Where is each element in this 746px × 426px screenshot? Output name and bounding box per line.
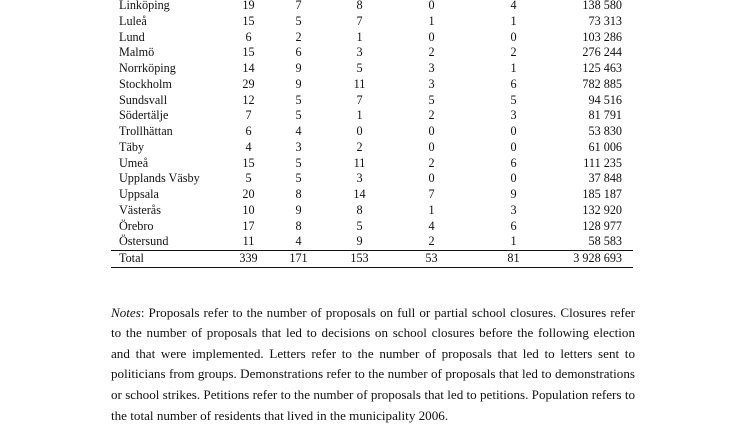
table-row	[111, 93, 633, 109]
value-cell: 29	[242, 76, 255, 91]
value-cell: 12	[242, 92, 255, 107]
value-cell: 6	[295, 45, 302, 60]
value-cell: 9	[356, 234, 363, 249]
value-cell: 9	[510, 187, 517, 201]
value-cell: 6	[510, 155, 517, 170]
population-cell: 125 463	[582, 61, 622, 75]
table-notes	[111, 303, 635, 426]
population-cell: 37 848	[588, 171, 622, 186]
population-cell: 81 791	[588, 108, 622, 123]
value-cell: 5	[245, 171, 252, 186]
population-cell: 185 187	[582, 187, 622, 201]
municipality-name: Uppsala	[119, 187, 159, 201]
municipality-name: Umeå	[119, 155, 149, 170]
value-cell: 11	[353, 155, 366, 170]
value-cell: 5	[356, 218, 363, 233]
population-cell: 128 977	[582, 218, 622, 233]
value-cell: 7	[428, 187, 435, 201]
municipality-name: Linköping	[119, 0, 170, 12]
municipality-table	[111, 0, 633, 268]
value-cell: 6	[245, 124, 252, 138]
table-row	[111, 171, 633, 187]
table-body	[111, 0, 633, 267]
value-cell: 0	[428, 0, 435, 12]
value-cell: 0	[428, 124, 435, 138]
value-cell: 2	[510, 45, 517, 60]
value-cell: 19	[242, 0, 255, 12]
population-cell: 138 580	[582, 0, 622, 12]
value-cell: 2	[428, 155, 435, 170]
municipality-name: Östersund	[119, 234, 169, 249]
population-cell: 103 286	[582, 29, 622, 44]
municipality-name: Norrköping	[119, 61, 176, 75]
value-cell: 0	[510, 124, 517, 138]
value-cell: 17	[242, 218, 255, 233]
value-cell: 0	[510, 139, 517, 154]
value-cell: 3	[428, 76, 435, 91]
value-cell: 2	[428, 108, 435, 123]
population-cell: 132 920	[582, 202, 622, 217]
table-row	[111, 140, 633, 156]
value-cell: 3	[428, 61, 435, 75]
value-cell: 9	[295, 202, 302, 217]
table-row	[111, 30, 633, 46]
municipality-name: Upplands Väsby	[119, 171, 200, 186]
value-cell: 15	[242, 155, 255, 170]
value-cell: 3	[295, 139, 302, 154]
value-cell: 1	[510, 13, 517, 28]
value-cell: 4	[295, 234, 302, 249]
value-cell: 5	[295, 92, 302, 107]
value-cell: 1	[510, 234, 517, 249]
value-cell: 3	[356, 45, 363, 60]
population-cell: 3 928 693	[553, 251, 633, 268]
municipality-name: Stockholm	[119, 76, 172, 91]
population-cell: 111 235	[583, 155, 622, 170]
value-cell: 14	[353, 187, 366, 201]
table-row	[111, 45, 633, 61]
population-cell: 53 830	[588, 124, 622, 138]
value-cell: 2	[428, 234, 435, 249]
table-row	[111, 61, 633, 77]
table-row	[111, 234, 633, 250]
municipality-name: Malmö	[119, 45, 155, 60]
value-cell: 2	[295, 29, 302, 44]
value-cell: 11	[242, 234, 255, 249]
value-cell: 6	[510, 76, 517, 91]
population-cell: 276 244	[582, 45, 622, 60]
table-row	[111, 77, 633, 93]
value-cell: 0	[356, 124, 363, 138]
value-cell: 11	[353, 76, 366, 91]
population-cell: 73 313	[588, 13, 622, 28]
table-row	[111, 108, 633, 124]
population-cell: 782 885	[582, 76, 622, 91]
notes-text: : Proposals refer to the number of proposals on full or partial school closures. Closures refer to the number of proposals that led to decisions on school closures before the following election and that were implemented. Letters refer to the number of proposals that led to letters sent to politicians from groups. Demonstrations refer to the number of proposals that led to demonstrations or school strikes. Petitions refer to the number of proposals that led to petitions. Population refers to the total number of residents that lived in the municipality 2006.	[111, 304, 635, 423]
value-cell: 8	[295, 218, 302, 233]
population-cell: 94 516	[588, 92, 622, 107]
value-cell: 339	[230, 251, 267, 268]
value-cell: 0	[510, 171, 517, 186]
table-row	[111, 0, 633, 14]
value-cell: 6	[510, 218, 517, 233]
municipality-name: Täby	[119, 139, 145, 154]
value-cell: 2	[428, 45, 435, 60]
value-cell: 3	[356, 171, 363, 186]
value-cell: 5	[295, 155, 302, 170]
value-cell: 4	[245, 139, 252, 154]
value-cell: 5	[295, 13, 302, 28]
value-cell: 8	[356, 0, 363, 12]
value-cell: 153	[330, 251, 389, 268]
value-cell: 5	[295, 108, 302, 123]
value-cell: 5	[428, 92, 435, 107]
value-cell: 1	[510, 61, 517, 75]
value-cell: 15	[242, 13, 255, 28]
value-cell: 7	[295, 0, 302, 12]
value-cell: 1	[356, 108, 363, 123]
municipality-name: Total	[111, 251, 230, 268]
value-cell: 81	[474, 251, 553, 268]
value-cell: 5	[510, 92, 517, 107]
value-cell: 0	[428, 171, 435, 186]
municipality-name: Västerås	[119, 202, 161, 217]
table-row	[111, 14, 633, 30]
value-cell: 6	[245, 29, 252, 44]
table-row	[111, 156, 633, 172]
value-cell: 4	[428, 218, 435, 233]
value-cell: 20	[242, 187, 255, 201]
municipality-name: Södertälje	[119, 108, 169, 123]
value-cell: 8	[356, 202, 363, 217]
value-cell: 0	[510, 29, 517, 44]
value-cell: 4	[295, 124, 302, 138]
notes-label: Notes	[111, 304, 141, 320]
value-cell: 10	[242, 202, 255, 217]
value-cell: 9	[295, 76, 302, 91]
value-cell: 0	[428, 29, 435, 44]
table-row	[111, 187, 633, 203]
value-cell: 1	[356, 29, 363, 44]
table-row	[111, 124, 633, 140]
value-cell: 7	[356, 92, 363, 107]
value-cell: 9	[295, 61, 302, 75]
value-cell: 5	[356, 61, 363, 75]
value-cell: 0	[428, 139, 435, 154]
population-cell: 58 583	[588, 234, 622, 249]
municipality-name: Sundsvall	[119, 92, 168, 107]
municipality-name: Örebro	[119, 218, 154, 233]
value-cell: 8	[295, 187, 302, 201]
value-cell: 7	[245, 108, 252, 123]
value-cell: 5	[295, 171, 302, 186]
population-cell: 61 006	[588, 139, 622, 154]
municipality-name: Luleå	[119, 13, 147, 28]
value-cell: 1	[428, 202, 435, 217]
value-cell: 3	[510, 202, 517, 217]
table-row	[111, 203, 633, 219]
value-cell: 14	[242, 61, 255, 75]
value-cell: 53	[389, 251, 474, 268]
total-row	[111, 251, 633, 268]
value-cell: 4	[510, 0, 517, 12]
value-cell: 15	[242, 45, 255, 60]
value-cell: 7	[356, 13, 363, 28]
municipality-name: Lund	[119, 29, 145, 44]
value-cell: 3	[510, 108, 517, 123]
table-row	[111, 219, 633, 235]
value-cell: 1	[428, 13, 435, 28]
municipality-name: Trollhättan	[119, 124, 173, 138]
value-cell: 171	[267, 251, 330, 268]
value-cell: 2	[356, 139, 363, 154]
